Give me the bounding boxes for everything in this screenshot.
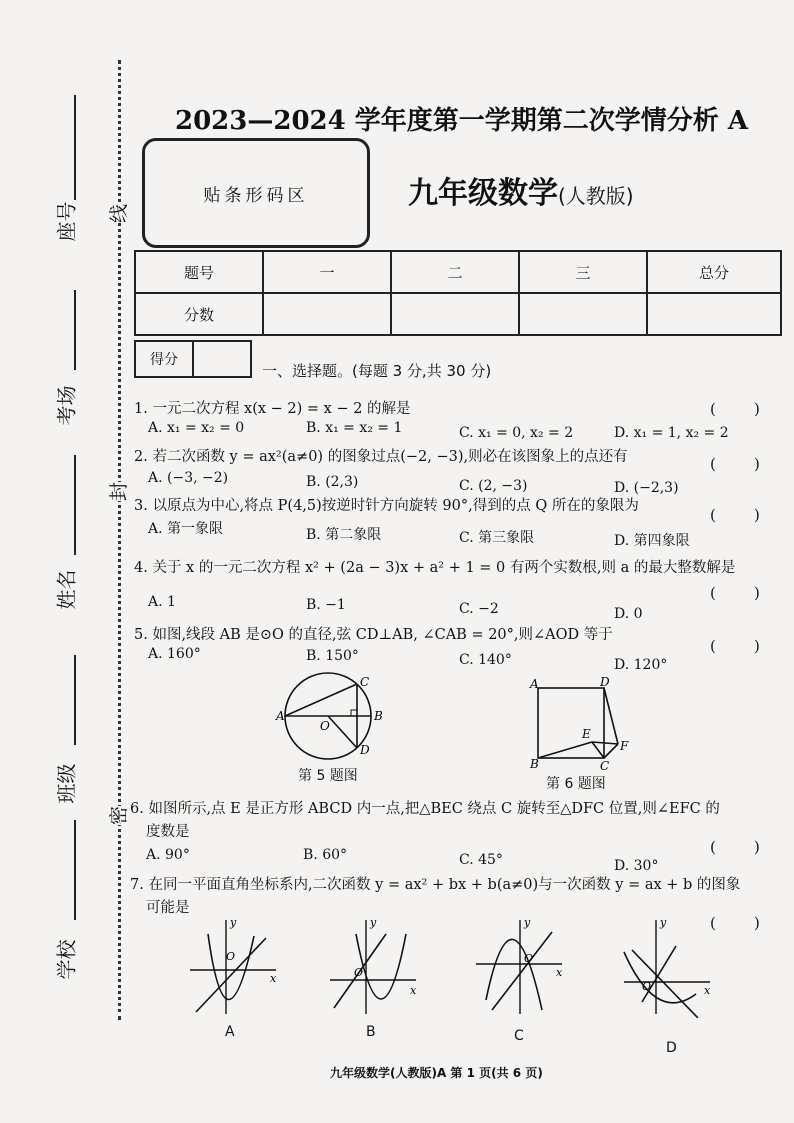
q1-option-b: B. x₁ = x₂ = 1 [306,420,403,436]
q3-option-a: A. 第一象限 [148,521,224,537]
exam-room-line [74,290,76,370]
seat-number-line [74,95,76,200]
q7-graph-b [326,914,422,1018]
q6-option-c: C. 45° [459,852,503,868]
school-line [74,820,76,920]
score-input-1[interactable] [263,293,391,335]
q7d-x-label: x [704,984,711,997]
q1-answer-bracket[interactable]: ( ) [710,400,760,418]
q6-stem: 6. 如图所示,点 E 是正方形 ABCD 内一点,把△BEC 绕点 C 旋转至△DFC 位置,则∠EFC 的 [130,801,720,817]
fig6-label-a: A [530,677,539,691]
subject-name: 九年级数学 [408,176,558,211]
q7-stem-cont: 可能是 [146,900,190,916]
q3-option-d: D. 第四象限 [614,533,690,549]
q7a-x-label: x [270,972,277,985]
q1-option-d: D. x₁ = 1, x₂ = 2 [614,425,729,441]
figure-5 [270,670,390,770]
fig5-label-a: A [276,709,285,723]
q7-option-d: D [666,1040,677,1056]
q4-option-c: C. −2 [459,601,499,617]
fig6-label-f: F [620,739,629,753]
q3-option-b: B. 第二象限 [306,527,382,543]
q4-stem: 4. 关于 x 的一元二次方程 x² + (2a − 3)x + a² + 1 = 0 有两个实数根,则 a 的最大整数解是 [134,560,736,576]
q7a-y-label: y [230,916,237,929]
score-cell-section3: 三 [519,251,647,293]
q7-option-c: C [514,1028,524,1044]
school-label: 学校 [54,939,79,980]
q7-option-b: B [366,1024,376,1040]
fig6-label-d: D [600,676,610,689]
score-input-total[interactable] [647,293,781,335]
fig6-label-e: E [582,727,591,741]
q6-option-d: D. 30° [614,858,659,874]
section-heading: 一、选择题。(每题 3 分,共 30 分) [262,362,492,380]
q6-option-a: A. 90° [146,847,190,863]
q7d-origin-label: O [642,980,652,993]
score-input-2[interactable] [391,293,519,335]
q3-stem: 3. 以原点为中心,将点 P(4,5)按逆时针方向旋转 90°,得到的点 Q 所在的象限为 [134,498,639,514]
score-cell-header: 题号 [135,251,263,293]
score-cell-total: 总分 [647,251,781,293]
q7c-x-label: x [556,966,563,979]
q7b-origin-label: O [354,966,364,979]
q5-answer-bracket[interactable]: ( ) [710,637,760,655]
figure-5-caption: 第 5 题图 [298,768,358,784]
exam-title: 2023—2024 学年度第一学期第二次学情分析 A [175,106,749,136]
defen-label: 得分 [136,342,194,376]
score-table-score-row [135,293,781,335]
score-table-header-row [135,251,781,293]
q6-option-b: B. 60° [303,847,348,863]
q5-option-b: B. 150° [306,648,359,664]
q2-option-a: A. (−3, −2) [148,470,229,486]
q6-answer-bracket[interactable]: ( ) [710,838,760,856]
exam-room-label: 考场 [54,385,79,426]
page-footer: 九年级数学(人教版)A 第 1 页(共 6 页) [330,1066,543,1080]
q7-graph-d [620,914,716,1018]
subject-title [408,168,634,212]
seat-number-label: 座号 [54,201,79,242]
defen-box [134,340,252,378]
fig6-label-c: C [600,759,610,773]
q7c-y-label: y [524,916,531,929]
fig5-label-o: O [320,719,330,733]
seal-char-line: 线 [102,204,133,223]
seal-char-seal: 封 [102,482,133,501]
q7b-y-label: y [370,916,377,929]
score-cell-section1: 一 [263,251,391,293]
class-label: 班级 [54,763,79,804]
name-line [74,455,76,555]
q1-stem: 1. 一元二次方程 x(x − 2) = x − 2 的解是 [134,401,411,417]
q7-graph-c [472,914,568,1018]
figure-6 [526,676,636,774]
q6-stem-cont: 度数是 [146,824,190,840]
defen-input[interactable] [194,342,250,376]
name-label: 姓名 [54,569,79,610]
q5-option-a: A. 160° [148,646,201,662]
q3-option-c: C. 第三象限 [459,530,535,546]
fig5-label-c: C [360,675,370,689]
fig6-label-b: B [530,757,539,771]
q7b-x-label: x [410,984,417,997]
q1-option-a: A. x₁ = x₂ = 0 [148,420,245,436]
q7-stem: 7. 在同一平面直角坐标系内,二次函数 y = ax² + bx + b(a≠0)与一次函数 y = ax + b 的图象 [130,877,741,893]
q2-option-c: C. (2, −3) [459,478,528,494]
q2-option-d: D. (−2,3) [614,480,679,496]
q7-answer-bracket[interactable]: ( ) [710,914,760,932]
q5-option-d: D. 120° [614,657,668,673]
q4-option-a: A. 1 [148,594,176,610]
q5-stem: 5. 如图,线段 AB 是⊙O 的直径,弦 CD⊥AB, ∠CAB = 20°,则∠AOD 等于 [134,627,613,643]
score-row-label: 分数 [135,293,263,335]
q2-stem: 2. 若二次函数 y = ax²(a≠0) 的图象过点(−2, −3),则必在该图象上的点还有 [134,449,628,465]
q7-graph-a [186,914,282,1018]
q7-option-a: A [225,1024,235,1040]
score-input-3[interactable] [519,293,647,335]
fig5-label-d: D [360,743,370,757]
q2-answer-bracket[interactable]: ( ) [710,455,760,473]
edition-label: (人教版) [558,184,634,208]
q7d-y-label: y [660,916,667,929]
class-line [74,655,76,745]
q5-option-c: C. 140° [459,652,512,668]
figure-6-caption: 第 6 题图 [546,776,606,792]
fig5-label-b: B [374,709,383,723]
score-table [134,250,782,336]
seal-char-secret: 密 [102,806,133,825]
q7a-origin-label: O [226,950,236,963]
q3-answer-bracket[interactable]: ( ) [710,506,760,524]
q4-option-d: D. 0 [614,606,643,622]
q1-option-c: C. x₁ = 0, x₂ = 2 [459,425,574,441]
q2-option-b: B. (2,3) [306,474,359,490]
q4-answer-bracket[interactable]: ( ) [710,584,760,602]
q4-option-b: B. −1 [306,597,346,613]
score-cell-section2: 二 [391,251,519,293]
q7c-origin-label: O [524,952,534,965]
barcode-area: 贴条形码区 [142,138,370,248]
